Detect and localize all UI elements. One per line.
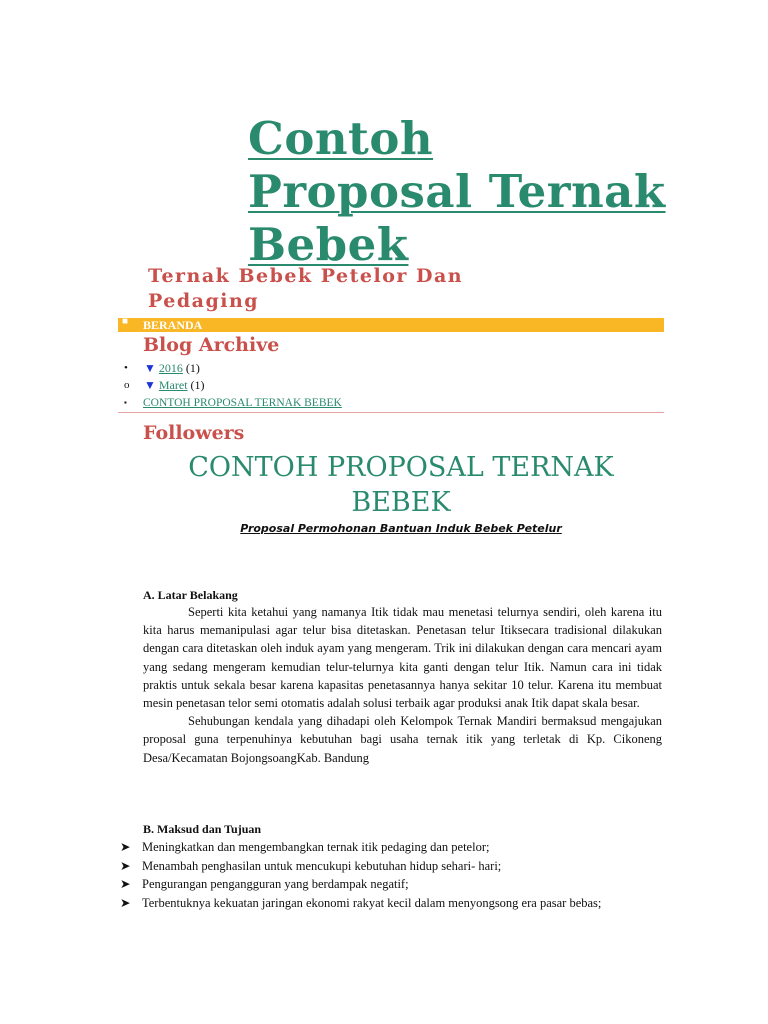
list-item: ➤ Terbentuknya kekuatan jaringan ekonomi rakyat kecil dalam menyongsong era pasar bebas; [120,894,662,913]
circle-bullet-icon: o [124,379,130,391]
arrow-bullet-icon: ➤ [120,840,131,854]
archive-widget-title: Blog Archive [143,334,280,356]
section-a-body [143,603,662,767]
expand-triangle-icon[interactable]: ▼ [144,378,156,392]
list-item: ➤ Pengurangan pengangguran yang berdampak negatif; [120,875,662,894]
archive-year-count: (1) [185,361,200,375]
blog-subtitle: Ternak Bebek Petelor Dan Pedaging [148,265,464,312]
archive-month-count: (1) [190,378,205,392]
goals-list [120,838,662,912]
arrow-bullet-icon: ➤ [120,877,131,892]
section-a-heading: A. Latar Belakang [143,588,238,602]
nav-bullet-icon: ■ [122,316,129,327]
followers-widget-title: Followers [143,422,245,444]
archive-month-link[interactable]: Maret [158,378,188,392]
arrow-bullet-icon: ➤ [120,858,131,873]
nav-item-beranda[interactable]: BERANDA [143,318,203,332]
blog-title[interactable]: Contoh Proposal Ternak Bebek [248,112,666,271]
section-b-heading: B. Maksud dan Tujuan [143,822,262,836]
archive-year-link[interactable]: 2016 [158,361,183,375]
paragraph: Seperti kita ketahui yang namanya Itik tidak mau menetasi telurnya sendiri, oleh karena itu kita harus memanipulasi agar telur bisa ditetaskan. Penetasan telur Itiksecara tradisional dilakukan dengan cara ditetaskan oleh induk ayam yang mengeram. Trik ini dilakukan dengan cara mencari ayam yang sedang mengeram kemudian telur-telurnya kita ganti dengan telur Itik. Namun cara ini tidak praktis untuk sekala besar karena kapasitas penetasannya hanya sekitar 10 telur. Karena itu membuat mesin penetasan telor semi otomatis adalah solusi terbaik agar produksi anak Itik dapat skala besar. [143,605,662,711]
bullet-icon: • [124,362,128,374]
archive-post-link[interactable]: CONTOH PROPOSAL TERNAK BEBEK [143,397,342,409]
list-item: ➤ Menambah penghasilan untuk mencukupi kebutuhan hidup sehari- hari; [120,857,662,876]
arrow-bullet-icon: ➤ [120,895,131,910]
paragraph: Sehubungan kendala yang dihadapi oleh Kelompok Ternak Mandiri bermaksud mengajukan proposal guna terpenuhinya kebutuhan bagi usaha ternak itik yang terletak di Kp. Cikoneng Desa/Kecamatan BojongsoangKab. Bandung [143,714,662,765]
list-item: ➤ Meningkatkan dan mengembangkan ternak itik pedaging dan petelor; [120,838,662,857]
square-bullet-icon: ▪ [124,398,127,407]
expand-triangle-icon[interactable]: ▼ [144,361,156,375]
post-subtitle: Proposal Permohonan Bantuan Induk Bebek Petelur [240,522,562,535]
divider [118,412,664,413]
post-title: CONTOH PROPOSAL TERNAK BEBEK [188,452,614,518]
